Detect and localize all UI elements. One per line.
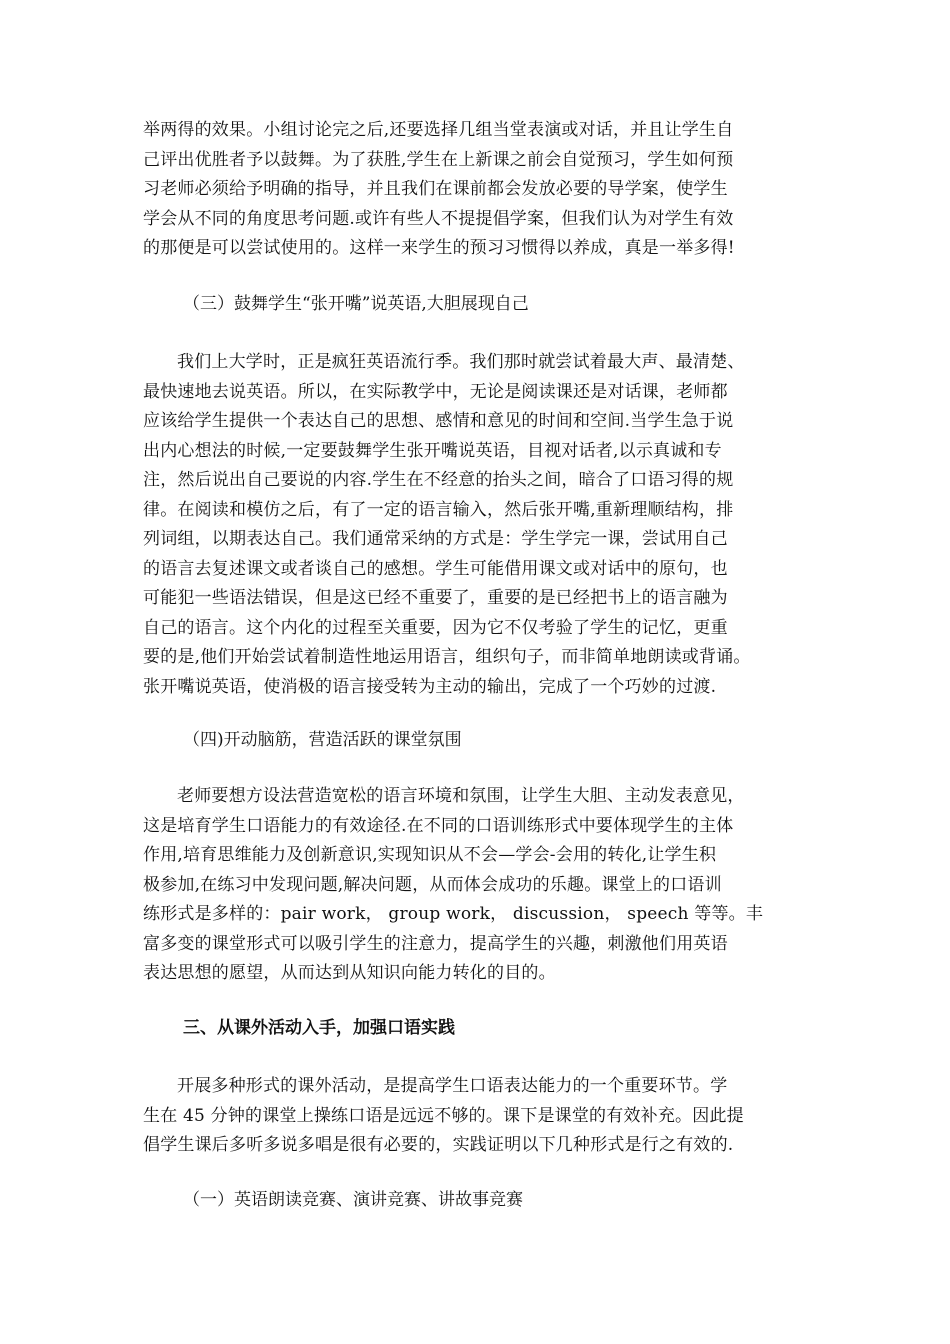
text-line: 最快速地去说英语。所以，在实际教学中，无论是阅读课还是对话课，老师都 (143, 381, 728, 402)
section-heading-3: （三）鼓舞学生“张开嘴”说英语,大胆展现自己 (183, 294, 529, 314)
text-line: 练形式是多样的：pair work， group work， discussion， speech 等等。丰 (143, 904, 764, 924)
text-line: 习老师必须给予明确的指导，并且我们在课前都会发放必要的导学案，使学生 (143, 179, 728, 199)
text-line: 老师要想方设法营造宽松的语言环境和氛围，让学生大胆、主动发表意见， (177, 786, 745, 806)
text-line: 作用,培育思维能力及创新意识,实现知识从不会—学会-会用的转化,让学生积 (143, 845, 717, 865)
paragraph-4 (143, 1072, 744, 1161)
paragraph-1 (143, 116, 735, 264)
text-line: 生在 45 分钟的课堂上操练口语是远远不够的。课下是课堂的有效补充。因此提 (143, 1105, 744, 1126)
text-line: 表达思想的愿望，从而达到从知识向能力转化的目的。 (143, 963, 556, 983)
text-line: 我们上大学时，正是疯狂英语流行季。我们那时就尝试着最大声、最清楚、 (177, 352, 745, 372)
text-line: 的语言去复述课文或者谈自己的感想。学生可能借用课文或对话中的原句，也 (143, 558, 728, 579)
text-line: 列词组，以期表达自己。我们通常采纳的方式是：学生学完一课，尝试用自己 (143, 529, 728, 549)
chapter-heading-3: 三、从课外活动入手，加强口语实践 (183, 1018, 455, 1038)
text-line: 注，然后说出自己要说的内容.学生在不经意的抬头之间，暗合了口语习得的规 (143, 470, 734, 490)
text-line: 己评出优胜者予以鼓舞。为了获胜,学生在上新课之前会自觉预习，学生如何预 (143, 149, 734, 170)
text-line: 自己的语言。这个内化的过程至关重要，因为它不仅考验了学生的记忆，更重 (143, 617, 728, 638)
text-line: 应该给学生提供一个表达自己的思想、感情和意见的时间和空间.当学生急于说 (143, 411, 734, 431)
text-line: 要的是,他们开始尝试着制造性地运用语言，组织句子，而非简单地朗读或背诵。 (143, 647, 751, 667)
text-line: 律。在阅读和模仿之后，有了一定的语言输入，然后张开嘴,重新理顺结构，排 (143, 499, 734, 520)
text-line: 倡学生课后多听多说多唱是很有必要的，实践证明以下几种形式是行之有效的. (143, 1135, 734, 1155)
text-line: 极参加,在练习中发现问题,解决问题，从而体会成功的乐趣。课堂上的口语训 (143, 874, 722, 895)
section-heading-4: （四)开动脑筋，营造活跃的课堂氛围 (183, 730, 462, 750)
text-line: 出内心想法的时候,一定要鼓舞学生张开嘴说英语，目视对话者,以示真诚和专 (143, 440, 722, 461)
text-line: 学会从不同的角度思考问题.或许有些人不提提倡学案，但我们认为对学生有效 (143, 208, 734, 229)
paragraph-3 (143, 782, 763, 989)
text-line: 可能犯一些语法错误，但是这已经不重要了，重要的是已经把书上的语言融为 (143, 588, 728, 608)
text-line: 的那便是可以尝试使用的。这样一来学生的预习习惯得以养成，真是一举多得! (143, 238, 735, 258)
text-line: 张开嘴说英语，使消极的语言接受转为主动的输出，完成了一个巧妙的过渡. (143, 676, 717, 697)
text-line: 开展多种形式的课外活动，是提高学生口语表达能力的一个重要环节。学 (177, 1076, 728, 1096)
section-heading-1: （一）英语朗读竞赛、演讲竞赛、讲故事竞赛 (183, 1190, 523, 1210)
paragraph-2 (143, 348, 751, 702)
text-line: 举两得的效果。小组讨论完之后,还要选择几组当堂表演或对话，并且让学生自 (143, 120, 734, 140)
text-line: 富多变的课堂形式可以吸引学生的注意力，提高学生的兴趣，刺激他们用英语 (143, 933, 728, 954)
text-line: 这是培育学生口语能力的有效途径.在不同的口语训练形式中要体现学生的主体 (143, 815, 734, 836)
